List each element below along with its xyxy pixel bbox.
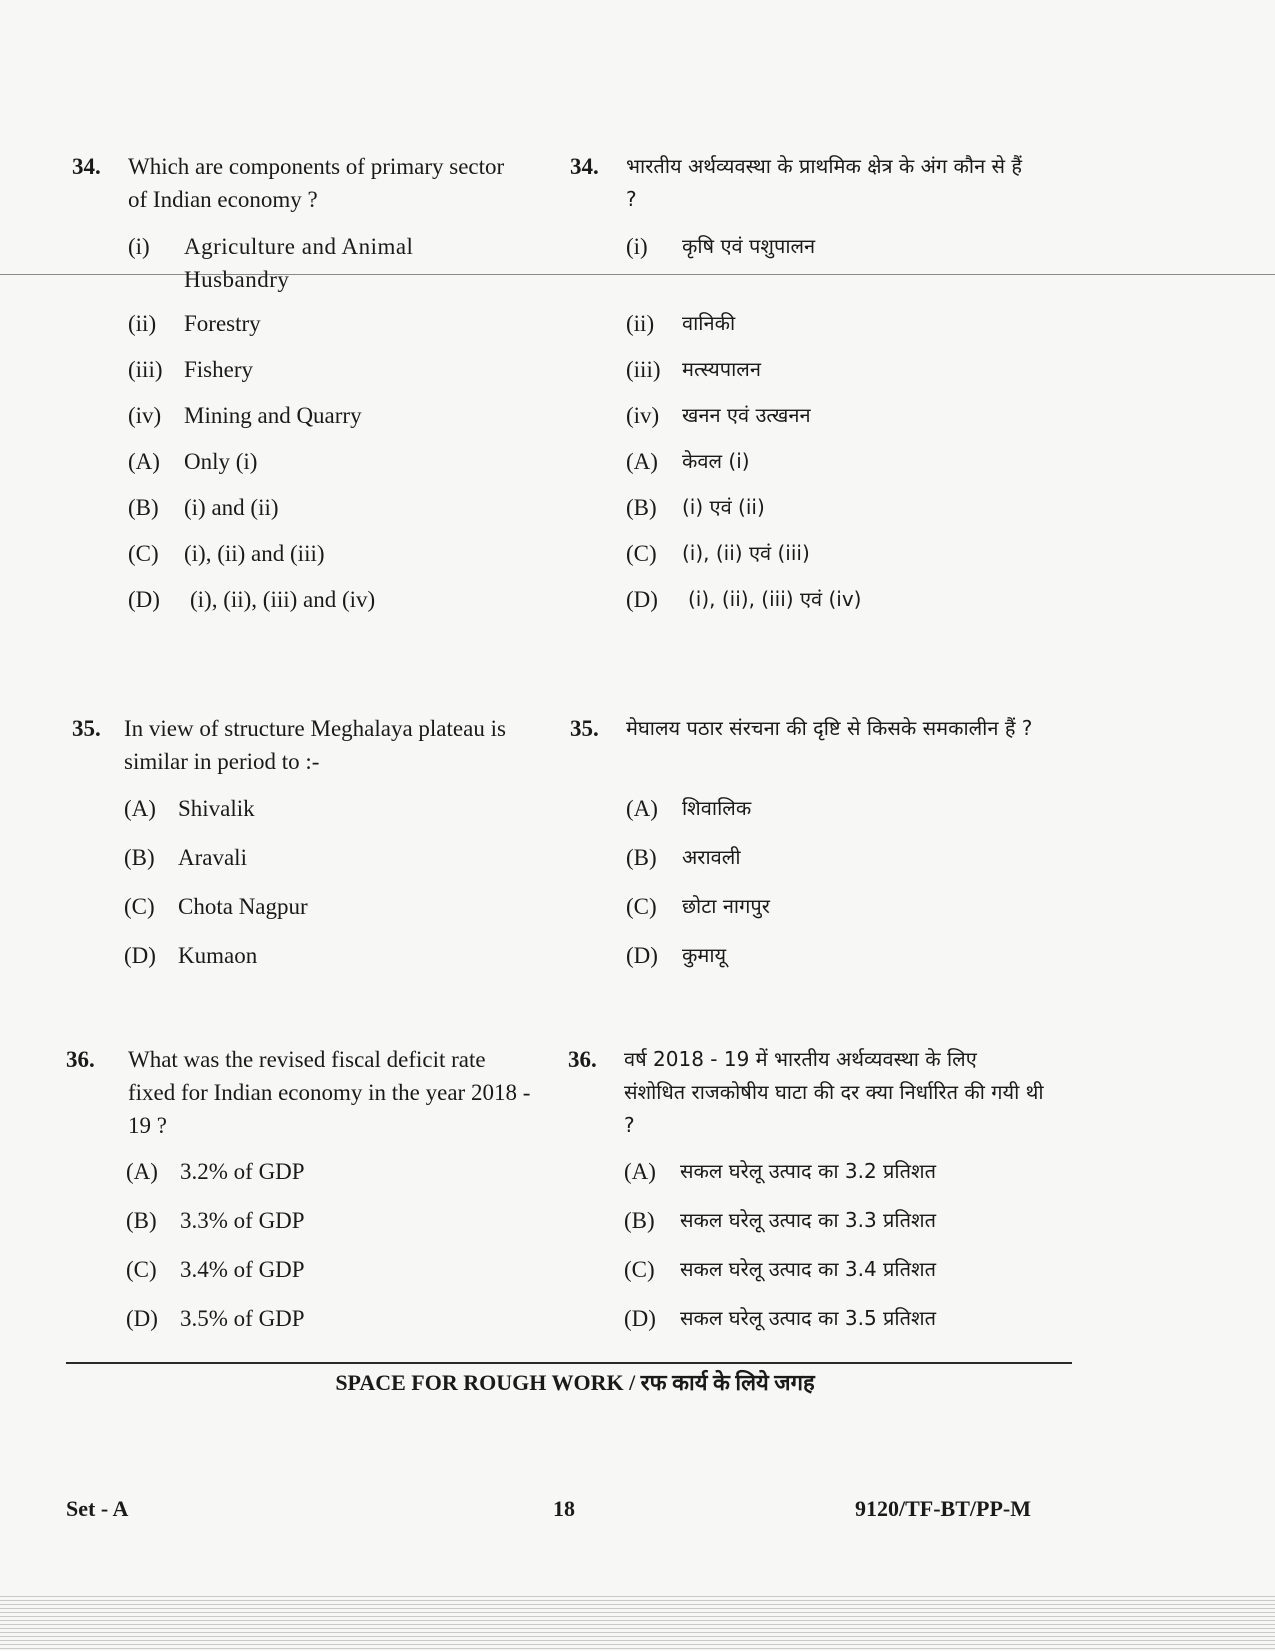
question-text: In view of structure Meghalaya plateau is similar in period to :-: [124, 716, 506, 774]
scan-edge-stripes: [0, 1596, 1275, 1651]
question-text: मेघालय पठार संरचना की दृष्टि से किसके समकालीन हैं ?: [626, 716, 1033, 740]
question-text: What was the revised fiscal deficit rate fixed for Indian economy in the year 2018 - 19 ?: [128, 1047, 531, 1138]
question-number: 34.: [570, 154, 599, 179]
rough-work-divider: [66, 1362, 1072, 1364]
option-c: (C) 3.4% of GDP: [126, 1257, 305, 1282]
paper-code: 9120/TF-BT/PP-M: [855, 1496, 1031, 1521]
item-i: (i) Agriculture and Animal Husbandry: [128, 234, 414, 292]
option-a: (A) Shivalik: [124, 796, 255, 821]
option-b: (B) (i) and (ii): [128, 495, 279, 520]
option-a: (A) 3.2% of GDP: [126, 1159, 305, 1184]
option-b: (B) Aravali: [124, 845, 247, 870]
question-text: वर्ष 2018 - 19 में भारतीय अर्थव्यवस्था के लिए संशोधित राजकोषीय घाटा की दर क्या निर्धारित की गयी थी ?: [624, 1047, 1044, 1137]
question-number: 36.: [568, 1047, 597, 1072]
option-c: (C) (i), (ii) एवं (iii): [626, 541, 810, 566]
item-iii: (iii) मत्स्यपालन: [626, 357, 761, 382]
option-c: (C) Chota Nagpur: [124, 894, 308, 919]
question-36-hindi: [568, 1043, 1073, 1343]
option-a: (A) शिवालिक: [626, 796, 752, 821]
option-d: (D) (i), (ii), (iii) एवं (iv): [626, 587, 862, 612]
item-ii: (ii) वानिकी: [626, 311, 736, 336]
option-a: (A) केवल (i): [626, 449, 750, 474]
question-number: 35.: [72, 716, 101, 741]
option-c: (C) (i), (ii) and (iii): [128, 541, 325, 566]
option-a: (A) सकल घरेलू उत्पाद का 3.2 प्रतिशत: [624, 1159, 937, 1184]
option-a: (A) Only (i): [128, 449, 258, 474]
question-number: 36.: [66, 1047, 95, 1072]
option-d: (D) Kumaon: [124, 943, 258, 968]
page-number: 18: [553, 1496, 575, 1521]
option-c: (C) सकल घरेलू उत्पाद का 3.4 प्रतिशत: [624, 1257, 937, 1282]
question-36-english: [66, 1043, 556, 1343]
item-i: (i) कृषि एवं पशुपालन: [626, 234, 816, 259]
option-b: (B) अरावली: [626, 845, 741, 870]
item-ii: (ii) Forestry: [128, 311, 261, 336]
option-b: (B) सकल घरेलू उत्पाद का 3.3 प्रतिशत: [624, 1208, 937, 1233]
option-b: (B) (i) एवं (ii): [626, 495, 765, 520]
question-35-hindi: [570, 712, 1070, 972]
option-c: (C) छोटा नागपुर: [626, 894, 770, 919]
item-iii: (iii) Fishery: [128, 357, 253, 382]
question-number: 35.: [570, 716, 599, 741]
question-34-hindi: [570, 150, 1070, 630]
question-text: Which are components of primary sector of Indian economy ?: [128, 154, 505, 212]
set-label: Set - A: [66, 1496, 129, 1521]
item-iv: (iv) खनन एवं उत्खनन: [626, 403, 811, 428]
option-d: (D) 3.5% of GDP: [126, 1306, 305, 1331]
option-d: (D) कुमायू: [626, 943, 727, 968]
question-number: 34.: [72, 154, 101, 179]
item-iv: (iv) Mining and Quarry: [128, 403, 362, 428]
option-b: (B) 3.3% of GDP: [126, 1208, 305, 1233]
rough-work-label: SPACE FOR ROUGH WORK / रफ कार्य के लिये जगह: [335, 1370, 815, 1395]
question-text: भारतीय अर्थव्यवस्था के प्राथमिक क्षेत्र के अंग कौन से हैं ?: [626, 154, 1023, 211]
option-d: (D) सकल घरेलू उत्पाद का 3.5 प्रतिशत: [624, 1306, 937, 1331]
option-d: (D) (i), (ii), (iii) and (iv): [128, 587, 376, 612]
question-34-english: [72, 150, 552, 630]
question-35-english: [72, 712, 552, 972]
